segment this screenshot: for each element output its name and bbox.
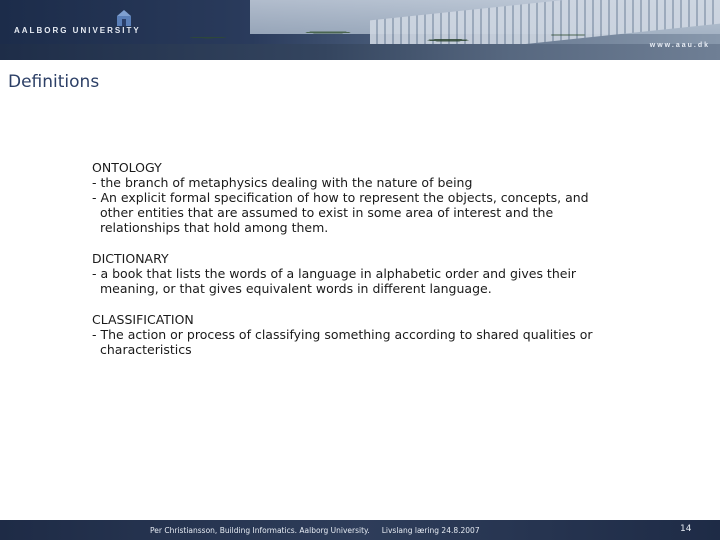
definition-line: - the branch of metaphysics dealing with the nature of being — [92, 175, 473, 190]
logo-text: AALBORG UNIVERSITY — [14, 26, 141, 35]
slide-content — [92, 160, 612, 373]
footer-credits — [150, 526, 480, 535]
definition-line: - An explicit formal specification of how to represent the objects, concepts, and other entities that are assumed to exist in some area of interest and the relationships that hold among them. — [92, 190, 589, 235]
definition-block-ontology — [92, 160, 612, 235]
header-banner — [0, 0, 720, 60]
definition-block-dictionary — [92, 251, 612, 296]
slide-title: Definitions — [8, 72, 100, 92]
term-heading: CLASSIFICATION — [92, 312, 194, 327]
footer-bar — [0, 520, 720, 540]
footer-date: Livslang læring 24.8.2007 — [381, 526, 480, 535]
definition-block-classification — [92, 312, 612, 357]
university-logo-icon — [116, 10, 132, 26]
footer-author: Per Christiansson, Building Informatics. Aalborg University. — [150, 526, 370, 535]
term-heading: DICTIONARY — [92, 251, 169, 266]
term-heading: ONTOLOGY — [92, 160, 162, 175]
page-number: 14 — [680, 524, 692, 534]
definition-line: - a book that lists the words of a language in alphabetic order and gives their meaning, or that gives equivalent words in different language. — [92, 266, 577, 296]
website-url: www.aau.dk — [649, 42, 710, 49]
header-ground — [0, 44, 720, 60]
definition-line: - The action or process of classifying something according to shared qualities or characteristics — [92, 327, 593, 357]
